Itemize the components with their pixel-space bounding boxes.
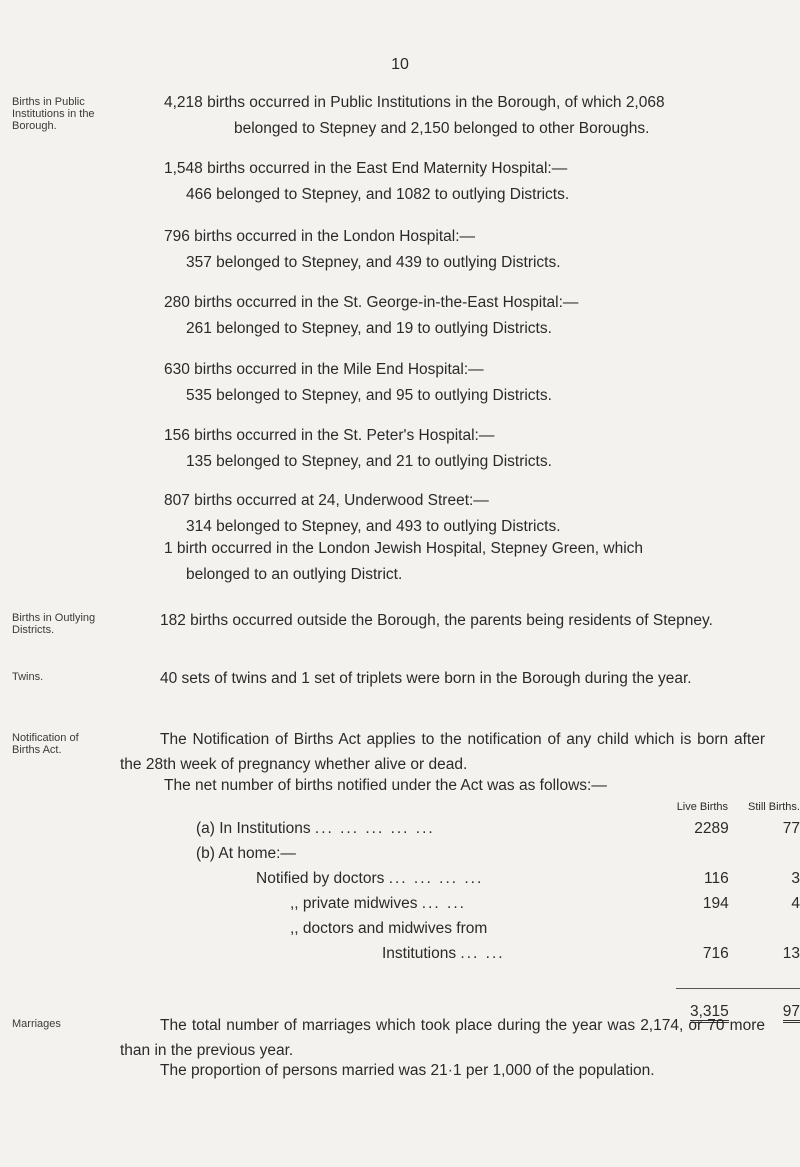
paragraph-continuation: 466 belonged to Stepney, and 1082 to outlying Districts. <box>186 186 570 203</box>
paragraph-first-line: 796 births occurred in the London Hospital:— <box>164 228 476 245</box>
paragraph-first-line: 156 births occurred in the St. Peter's Hospital:— <box>164 427 495 444</box>
table-row <box>196 938 800 963</box>
row-still: 77 <box>782 820 800 837</box>
proportion-paragraph: The proportion of persons married was 21·1 per 1,000 of the population. <box>160 1062 655 1079</box>
table-row <box>196 838 800 863</box>
paragraph-continuation: 314 belonged to Stepney, and 493 to outlying Districts. <box>186 518 561 535</box>
paragraph-continuation: 135 belonged to Stepney, and 21 to outlying Districts. <box>186 453 552 470</box>
institution-paragraph <box>164 488 764 540</box>
row-still: 3 <box>791 870 800 887</box>
births-table <box>196 788 800 1021</box>
table-intro: The net number of births notified under the Act was as follows:— <box>164 777 607 794</box>
institution-paragraph <box>164 90 764 142</box>
margin-note-notification: Notification of Births Act. <box>12 732 79 756</box>
outlying-paragraph: 182 births occurred outside the Borough, the parents being residents of Stepney. <box>160 612 713 629</box>
column-header-still: Still Births. <box>748 801 800 813</box>
marriages-paragraph: The total number of marriages which took place during the year was 2,174, or 70 more than in the previous year. <box>120 1017 765 1059</box>
row-live: 716 <box>702 945 729 962</box>
notification-paragraph: The Notification of Births Act applies to the notification of any child which is born after the 28th week of pregnancy whether alive or dead. <box>120 731 765 773</box>
row-live: 194 <box>702 895 729 912</box>
institution-paragraph <box>164 423 764 475</box>
total-still: 97 <box>783 1003 800 1023</box>
paragraph-continuation: 535 belonged to Stepney, and 95 to outlying Districts. <box>186 387 552 404</box>
institution-paragraph <box>164 290 764 342</box>
row-label: (b) At home:— <box>196 845 296 862</box>
row-live: 2289 <box>694 820 729 837</box>
margin-note-twins: Twins. <box>12 671 44 683</box>
margin-note-outlying: Births in Outlying Districts. <box>12 612 96 636</box>
institution-paragraph <box>164 224 764 276</box>
table-row <box>196 888 800 913</box>
paragraph-continuation: belonged to an outlying District. <box>186 566 403 583</box>
paragraph-first-line: 630 births occurred in the Mile End Hospital:— <box>164 361 484 378</box>
row-dots: ... ... ... ... <box>388 870 484 887</box>
row-label: (a) In Institutions <box>196 820 311 837</box>
table-row <box>196 813 800 838</box>
row-still: 13 <box>782 945 800 962</box>
margin-note-public-institutions: Births in Public Institutions in the Borough. <box>12 96 95 132</box>
paragraph-first-line: 280 births occurred in the St. George-in-the-East Hospital:— <box>164 294 579 311</box>
institution-paragraph <box>164 357 764 409</box>
table-row <box>196 913 800 938</box>
row-dots: ... ... <box>460 945 505 962</box>
paragraph-first-line: 807 births occurred at 24, Underwood Street:— <box>164 492 489 509</box>
row-label: Notified by doctors <box>256 870 385 887</box>
row-still: 4 <box>791 895 800 912</box>
row-label: ,, private midwives <box>290 895 418 912</box>
row-label: Institutions <box>382 945 457 962</box>
page-number: 10 <box>391 56 409 73</box>
paragraph-continuation: 357 belonged to Stepney, and 439 to outlying Districts. <box>186 254 561 271</box>
table-header-row <box>196 788 800 813</box>
paragraph-continuation: 261 belonged to Stepney, and 19 to outlying Districts. <box>186 320 552 337</box>
row-label: ,, doctors and midwives from <box>290 920 488 937</box>
column-header-live: Live Births <box>676 801 729 813</box>
paragraph-continuation: belonged to Stepney and 2,150 belonged to other Boroughs. <box>234 120 650 137</box>
row-dots: ... ... <box>421 895 466 912</box>
total-live: 3,315 <box>690 1003 729 1023</box>
row-dots: ... ... ... ... ... <box>314 820 435 837</box>
paragraph-first-line: 1,548 births occurred in the East End Maternity Hospital:— <box>164 160 568 177</box>
institution-paragraph <box>164 536 764 588</box>
paragraph-first-line: 4,218 births occurred in Public Institutions in the Borough, of which 2,068 <box>164 94 665 111</box>
row-live: 116 <box>704 870 729 887</box>
twins-paragraph: 40 sets of twins and 1 set of triplets were born in the Borough during the year. <box>160 670 692 687</box>
margin-note-marriages: Marriages <box>12 1018 61 1030</box>
paragraph-first-line: 1 birth occurred in the London Jewish Hospital, Stepney Green, which <box>164 540 644 557</box>
institution-paragraph <box>164 156 764 208</box>
table-row <box>196 863 800 888</box>
